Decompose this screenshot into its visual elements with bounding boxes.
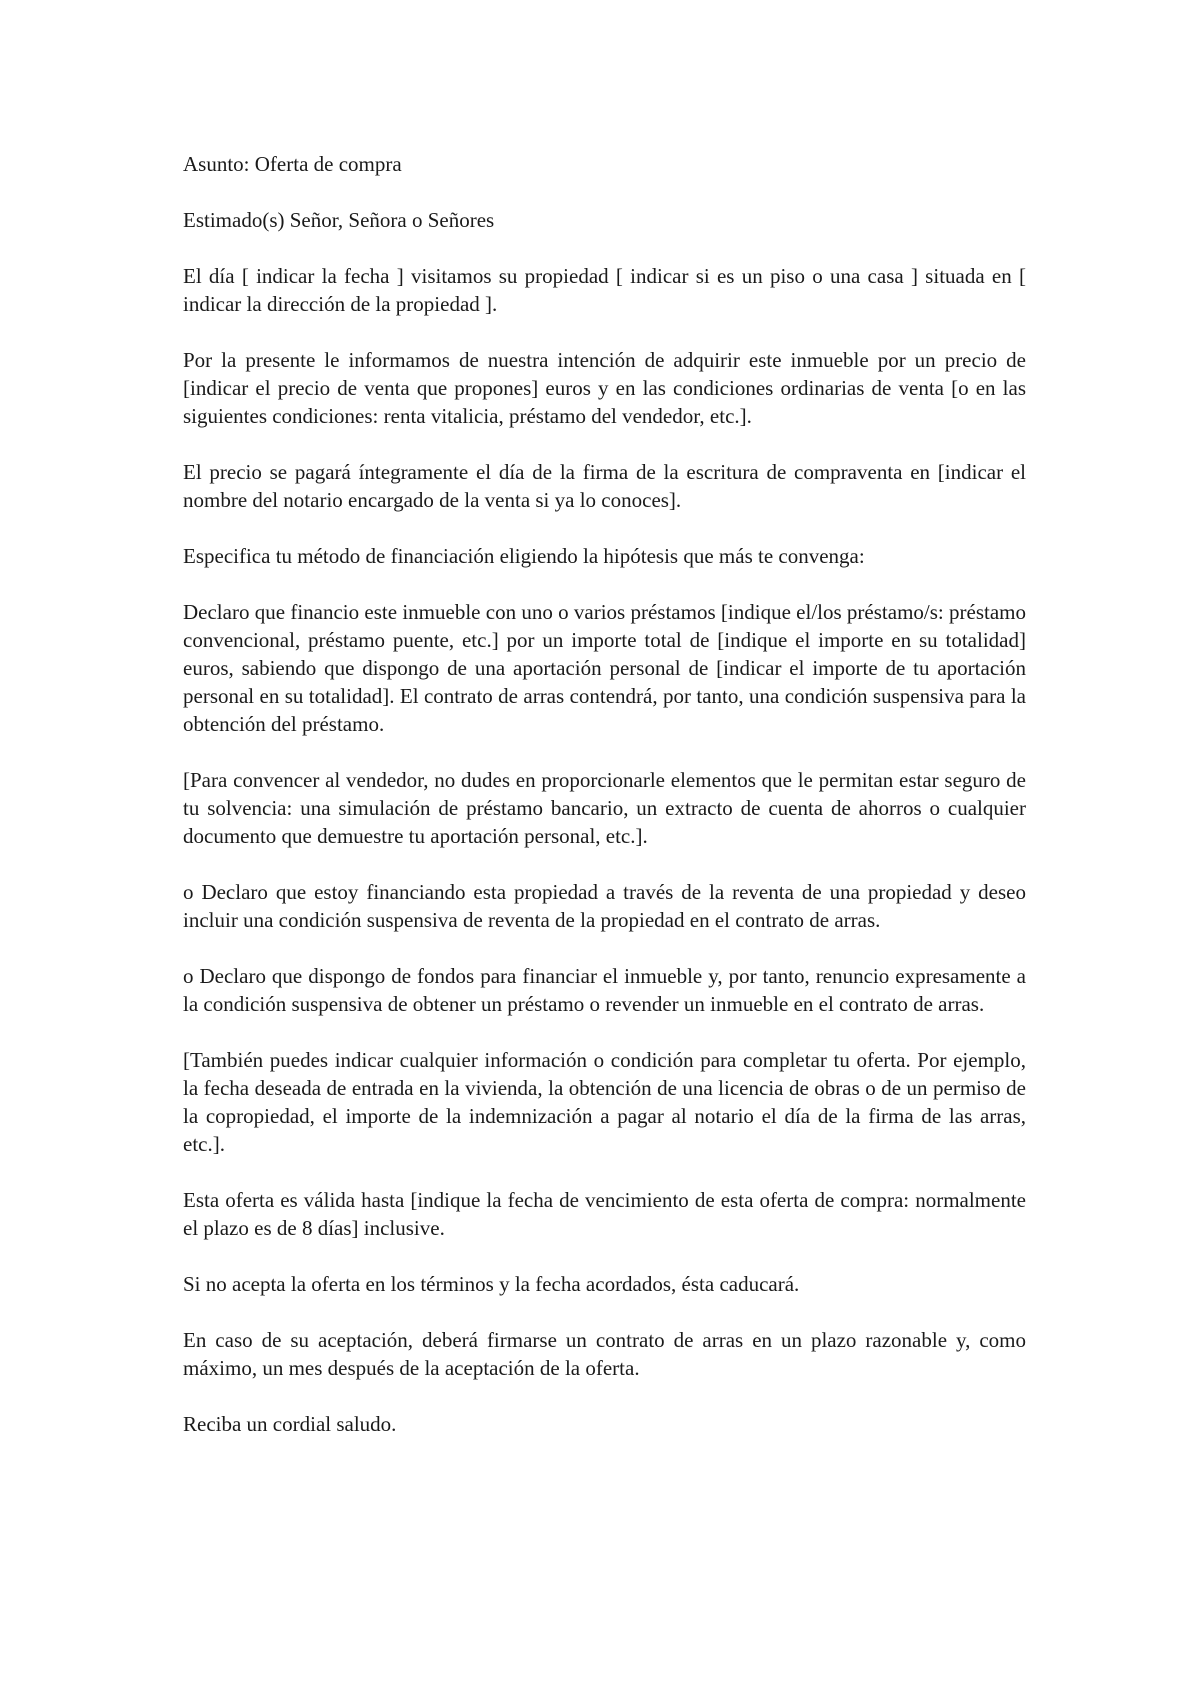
paragraph-acceptance: En caso de su aceptación, deberá firmarse un contrato de arras en un plazo razonable y, como máximo, un mes después de la aceptación de la oferta. (183, 1328, 1026, 1380)
letter-closing: Reciba un cordial saludo. (183, 1412, 397, 1436)
paragraph-validity: Esta oferta es válida hasta [indique la fecha de vencimiento de esta oferta de compra: normalmente el plazo es de 8 días] inclusive. (183, 1188, 1026, 1240)
paragraph-solvency-tip: [Para convencer al vendedor, no dudes en proporcionarle elementos que le permitan estar seguro de tu solvencia: una simulación de préstamo bancario, un extracto de cuenta de ahorros o cualquier documento que demuestre tu aportación personal, etc.]. (183, 768, 1026, 848)
letter-subject: Asunto: Oferta de compra (183, 152, 402, 176)
paragraph-financing-intro: Especifica tu método de financiación eligiendo la hipótesis que más te convenga: (183, 544, 865, 568)
paragraph-resale-option: o Declaro que estoy financiando esta propiedad a través de la reventa de una propiedad y deseo incluir una condición suspensiva de reventa de la propiedad en el contrato de arras. (183, 880, 1026, 932)
paragraph-loan-option: Declaro que financio este inmueble con uno o varios préstamos [indique el/los préstamo/s: préstamo convencional, préstamo puente, etc.] por un importe total de [indique el importe en su totalidad] euros, sabiendo que dispongo de una aportación personal de [indicar el importe de tu aportación personal en su totalidad]. El contrato de arras contendrá, por tanto, una condición suspensiva para la obtención del préstamo. (183, 600, 1026, 736)
paragraph-funds-option: o Declaro que dispongo de fondos para financiar el inmueble y, por tanto, renuncio expresamente a la condición suspensiva de obtener un préstamo o revender un inmueble en el contrato de arras. (183, 964, 1026, 1016)
paragraph-expiry: Si no acepta la oferta en los términos y la fecha acordados, ésta caducará. (183, 1272, 800, 1296)
paragraph-visit: El día [ indicar la fecha ] visitamos su propiedad [ indicar si es un piso o una casa ] situada en [ indicar la dirección de la propiedad ]. (183, 264, 1026, 316)
paragraph-intention: Por la presente le informamos de nuestra intención de adquirir este inmueble por un precio de [indicar el precio de venta que propones] euros y en las condiciones ordinarias de venta [o en las siguientes condiciones: renta vitalicia, préstamo del vendedor, etc.]. (183, 348, 1026, 428)
letter-greeting: Estimado(s) Señor, Señora o Señores (183, 208, 495, 232)
paragraph-extra-conditions: [También puedes indicar cualquier información o condición para completar tu oferta. Por ejemplo, la fecha deseada de entrada en la vivienda, la obtención de una licencia de obras o de un permiso de la copropiedad, el importe de la indemnización a pagar al notario el día de la firma de las arras, etc.]. (183, 1048, 1026, 1156)
letter-body (183, 150, 1026, 1466)
paragraph-payment: El precio se pagará íntegramente el día de la firma de la escritura de compraventa en [indicar el nombre del notario encargado de la venta si ya lo conoces]. (183, 460, 1026, 512)
